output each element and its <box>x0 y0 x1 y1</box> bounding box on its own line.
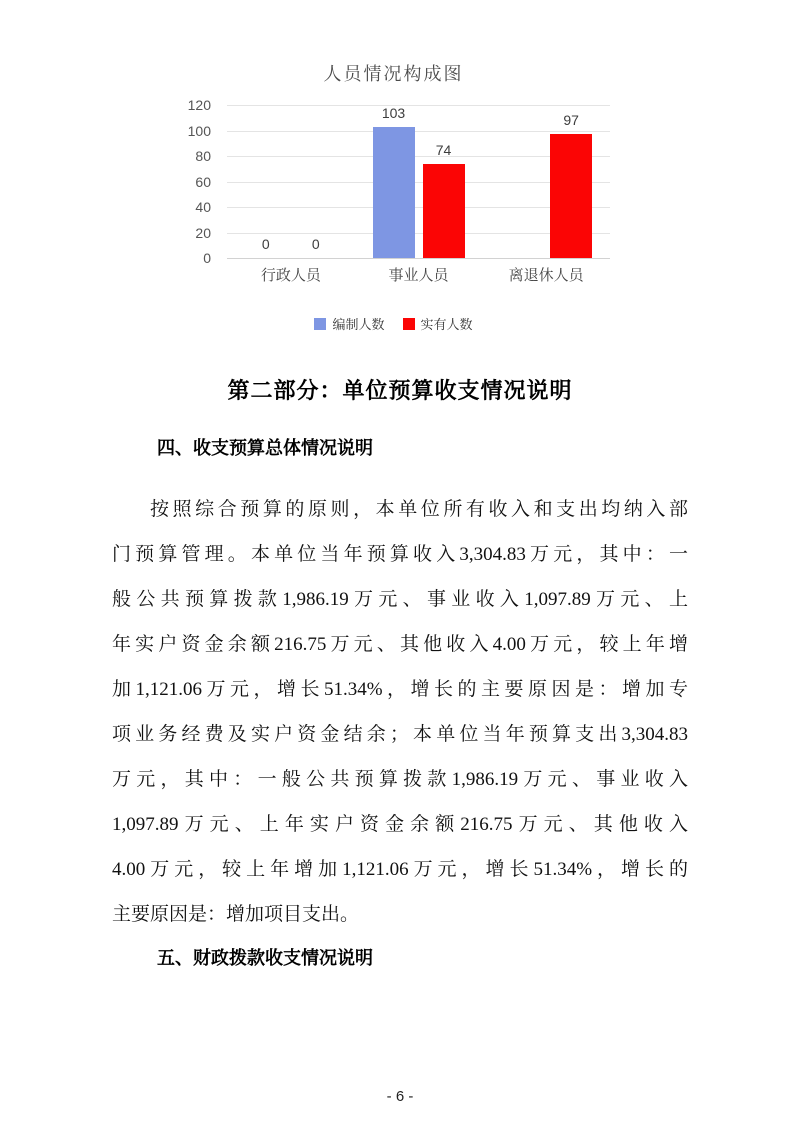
bar-实有人数-离退休人员 <box>550 134 592 258</box>
chart-legend <box>177 314 610 333</box>
paragraph-line: 门预算管理。本单位当年预算收入3,304.83万元，其中：一 <box>112 544 688 565</box>
legend-swatch-icon <box>403 318 415 330</box>
paragraph-line: 项业务经费及实户资金结余；本单位当年预算支出3,304.83 <box>112 724 688 745</box>
data-label: 97 <box>563 112 579 129</box>
legend-item <box>314 314 384 333</box>
chart-y-axis <box>177 97 219 266</box>
paragraph-line: 加1,121.06万元，增长51.34%，增长的主要原因是：增加专 <box>112 679 688 700</box>
y-tick-label: 0 <box>203 250 211 266</box>
part-heading: 第二部分：单位预算收支情况说明 <box>227 378 573 403</box>
legend-label: 实有人数 <box>420 317 473 332</box>
category-label: 离退休人员 <box>508 267 584 284</box>
y-tick-label: 120 <box>187 97 211 113</box>
legend-item <box>403 314 473 333</box>
legend-label: 编制人数 <box>332 317 385 332</box>
paragraph-line: 万元，其中：一般公共预算拨款1,986.19万元、事业收入 <box>112 769 688 790</box>
category-label: 行政人员 <box>260 267 321 284</box>
paragraph-line: 4.00万元，较上年增加1,121.06万元，增长51.34%，增长的 <box>112 859 688 880</box>
paragraph-line: 按照综合预算的原则，本单位所有收入和支出均纳入部 <box>150 499 688 520</box>
paragraph-line: 年实户资金余额216.75万元、其他收入4.00万元，较上年增 <box>112 634 688 655</box>
data-label: 103 <box>381 104 406 121</box>
bar-编制人数-事业人员 <box>373 127 415 258</box>
chart-plot <box>227 105 610 258</box>
y-tick-label: 60 <box>195 173 211 190</box>
budget-paragraph <box>112 487 688 937</box>
personnel-chart <box>177 52 610 344</box>
gridline <box>227 131 610 132</box>
legend-swatch-icon <box>314 318 326 330</box>
data-label: 0 <box>261 236 270 252</box>
section-heading-4: 四、收支预算总体情况说明 <box>157 438 373 458</box>
data-label: 74 <box>435 141 452 158</box>
section-heading-5: 五、财政拨款收支情况说明 <box>157 948 373 968</box>
chart-x-axis-labels <box>227 264 610 285</box>
y-tick-label: 20 <box>195 224 211 241</box>
paragraph-line: 主要原因是：增加项目支出。 <box>112 904 360 925</box>
paragraph-line: 般公共预算拨款1,986.19万元、事业收入1,097.89万元、上 <box>112 589 688 610</box>
category-label: 事业人员 <box>388 267 449 284</box>
chart-title: 人员情况构成图 <box>323 64 464 84</box>
data-label: 0 <box>311 236 320 252</box>
page-number: - 6 - <box>386 1088 414 1105</box>
y-tick-label: 100 <box>187 122 211 139</box>
paragraph-line: 1,097.89万元、上年实户资金余额216.75万元、其他收入 <box>112 814 688 835</box>
gridline <box>227 258 610 259</box>
bar-实有人数-事业人员 <box>423 164 465 258</box>
y-tick-label: 80 <box>195 148 211 164</box>
y-tick-label: 40 <box>195 199 211 215</box>
